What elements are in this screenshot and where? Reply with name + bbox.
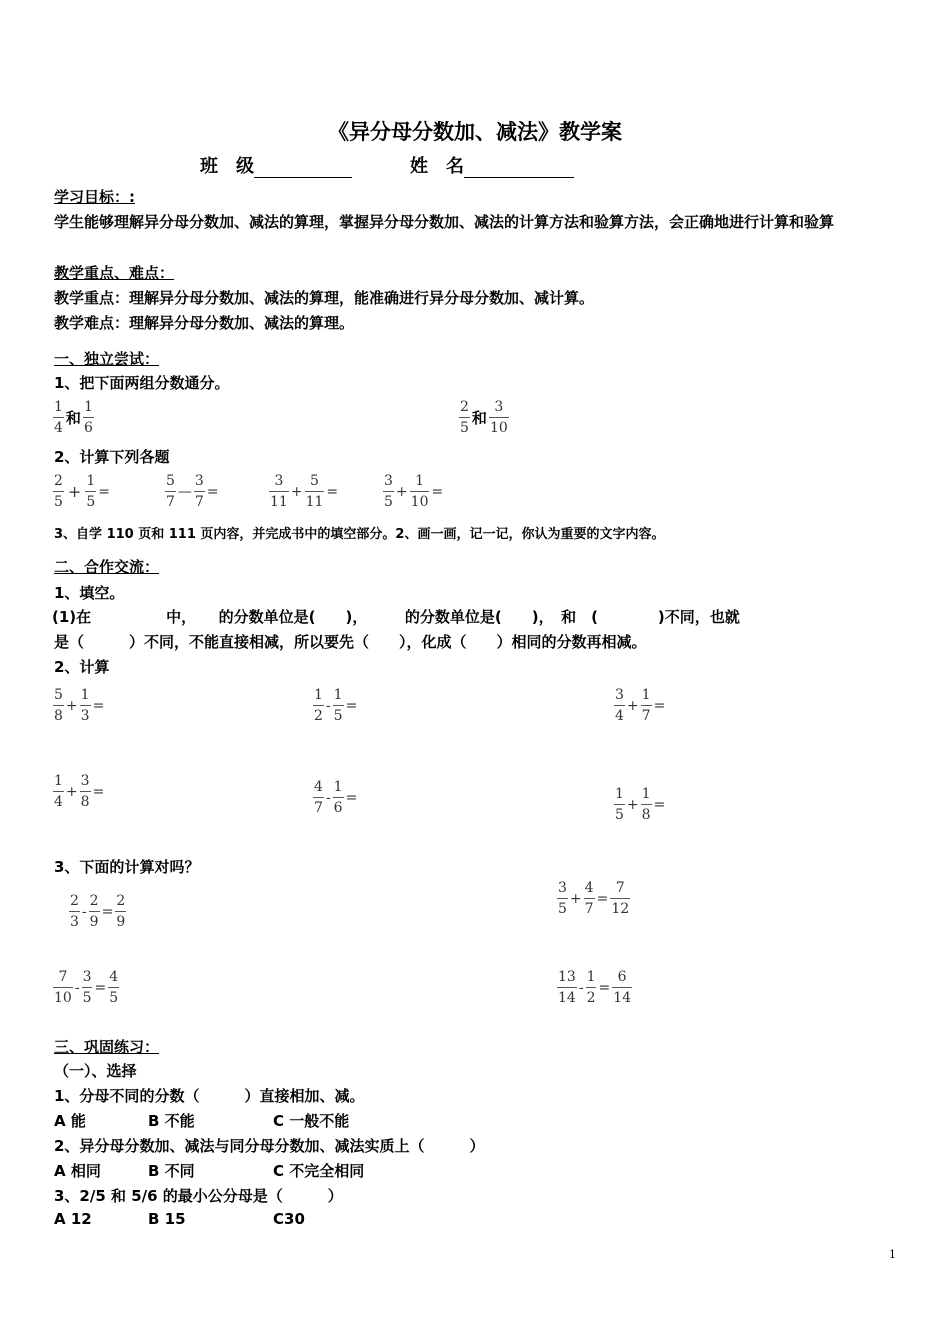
choice-option: C 不完全相同	[273, 1162, 365, 1180]
calc-expression: $\frac{5}{8}$ + $\frac{1}{3}$ =	[54, 687, 105, 724]
fraction: $\frac{1}{6}$	[83, 399, 93, 436]
section2-q2: 2、计算	[54, 658, 110, 676]
choice-option: B 不同	[148, 1162, 195, 1180]
fill-blank-line-2: 是（ ）不同，不能直接相减，所以要先（ ），化成（ ）相同的分数再相减。	[54, 633, 647, 651]
class-blank	[254, 159, 352, 178]
class-label: 班 级	[200, 156, 254, 177]
fraction-pair-1	[52, 398, 95, 437]
fraction-pair-2	[458, 398, 510, 437]
choice-question-2: 2、异分母分数加、减法与同分母分数加、减法实质上（ ）	[54, 1137, 485, 1155]
fraction: $\frac{3}{10}$	[489, 399, 508, 436]
fraction: $\frac{2}{5}$	[460, 399, 469, 436]
fill-blank-line-1: (1)在 中， 的分数单位是( )， 的分数单位是( )， 和 ( )不同，也就	[52, 608, 740, 626]
name-field	[410, 152, 574, 178]
fraction: $\frac{1}{4}$	[54, 399, 63, 436]
choice-option: B 15	[148, 1210, 186, 1228]
and-label: 和	[65, 409, 81, 427]
section1-heading: 一、独立尝试：	[54, 350, 160, 368]
choice-option: C30	[273, 1210, 305, 1228]
choice-option: C 一般不能	[273, 1112, 350, 1130]
calc-expression: $\frac{5}{7}$ — $\frac{3}{7}$ =	[166, 473, 219, 510]
section3-heading: 三、巩固练习：	[54, 1038, 160, 1056]
check-expression: $\frac{7}{10}$ - $\frac{3}{5}$ = $\frac{4}{5}$	[54, 969, 119, 1006]
name-label: 姓 名	[410, 156, 464, 177]
page-title: 《异分母分数加、减法》教学案	[328, 120, 622, 144]
choice-option: B 不能	[148, 1112, 195, 1130]
page-number: 1	[889, 1248, 896, 1261]
calc-expression: $\frac{3}{4}$ + $\frac{1}{7}$ =	[615, 687, 666, 724]
key-points-heading: 教学重点、难点：	[54, 264, 175, 282]
choice-option: A 能	[54, 1112, 86, 1130]
calc-expression: $\frac{1}{5}$ + $\frac{1}{8}$ =	[615, 786, 666, 823]
section2-heading: 二、合作交流：	[54, 558, 160, 576]
check-expression: $\frac{13}{14}$ - $\frac{1}{2}$ = $\frac{6}{14}$	[558, 969, 632, 1006]
goals-text: 学生能够理解异分母分数加、减法的算理，掌握异分母分数加、减法的计算方法和验算方法，会正确地进行计算和验算	[54, 213, 835, 231]
name-blank	[464, 159, 574, 178]
key-point-text: 教学重点：理解异分母分数加、减法的算理，能准确进行异分母分数加、减计算。	[54, 289, 595, 307]
check-expression: $\frac{3}{5}$ + $\frac{4}{7}$ = $\frac{7}{12}$	[558, 880, 630, 917]
class-field	[200, 152, 352, 178]
calc-expression: $\frac{4}{7}$ - $\frac{1}{6}$ =	[314, 779, 358, 816]
calc-expression: $\frac{3}{5}$ + $\frac{1}{10}$ =	[384, 473, 444, 510]
calc-expression: $\frac{3}{11}$ + $\frac{5}{11}$ =	[270, 473, 339, 510]
choice-question-1: 1、分母不同的分数（ ）直接相加、减。	[54, 1087, 365, 1105]
section3-subheading: （一）、选择	[54, 1062, 137, 1080]
choice-option: A 12	[54, 1210, 92, 1228]
section2-q1: 1、填空。	[54, 584, 125, 602]
section1-q2: 2、计算下列各题	[54, 448, 170, 466]
difficult-point-text: 教学难点：理解异分母分数加、减法的算理。	[54, 314, 355, 332]
check-expression: $\frac{2}{3}$ - $\frac{2}{9}$ = $\frac{2}{9}$	[70, 893, 126, 930]
section1-q3: 3、自学 110 页和 111 页内容，并完成书中的填空部分。2、画一画，记一记，你认为重要的文字内容。	[54, 527, 665, 542]
choice-option: A 相同	[54, 1162, 101, 1180]
and-label: 和	[471, 409, 487, 427]
choice-question-3: 3、2/5 和 5/6 的最小公分母是（ ）	[54, 1187, 343, 1205]
calc-expression: $\frac{1}{2}$ - $\frac{1}{5}$ =	[314, 687, 358, 724]
calc-expression: $\frac{1}{4}$ + $\frac{3}{8}$ =	[54, 773, 105, 810]
section2-q3: 3、下面的计算对吗？	[54, 858, 200, 876]
section1-q1: 1、把下面两组分数通分。	[54, 374, 230, 392]
calc-expression: $\frac{2}{5}$ + $\frac{1}{5}$ =	[54, 473, 110, 510]
goals-heading: 学习目标：:	[54, 188, 135, 206]
